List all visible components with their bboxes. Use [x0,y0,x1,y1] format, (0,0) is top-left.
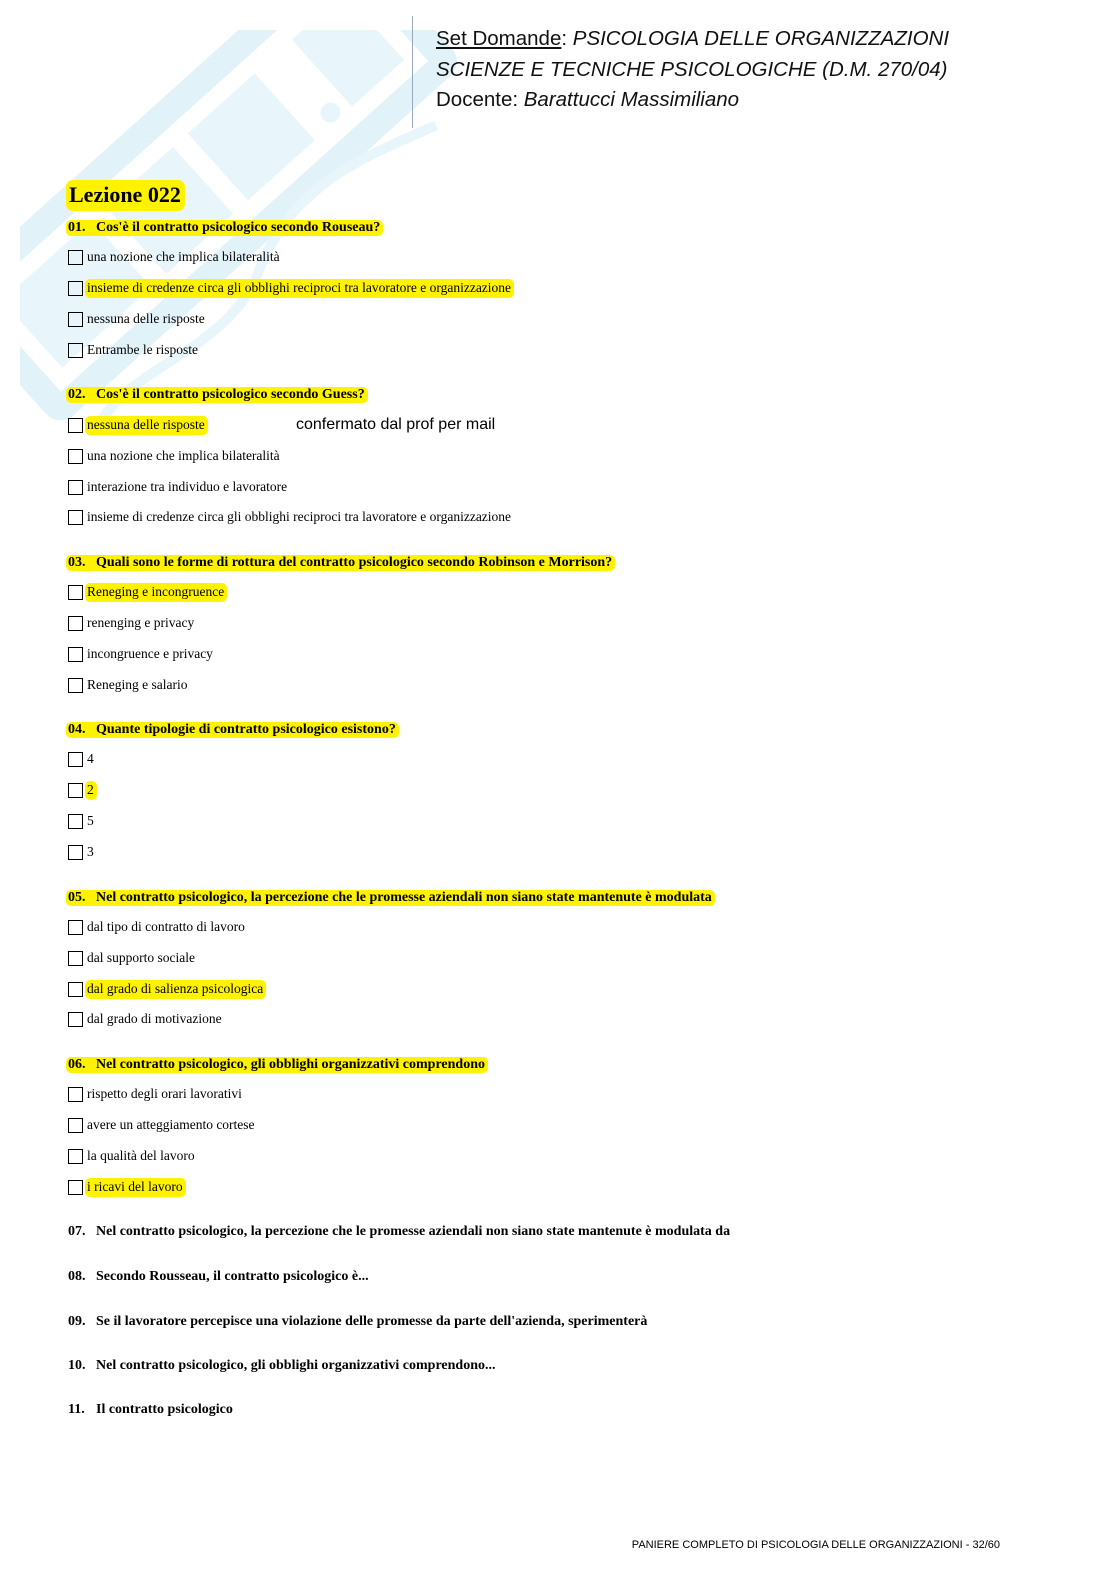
question-number: 11. [68,1402,85,1417]
option-checkbox[interactable] [68,678,83,693]
option-row [68,248,280,266]
option-row [68,676,187,694]
question-number: 04. [68,722,86,737]
option-label: 4 [87,751,94,766]
option-checkbox[interactable] [68,1149,83,1164]
option-row [68,843,94,861]
question-07 [68,1222,730,1241]
header-divider [412,16,413,128]
option-checkbox[interactable] [68,312,83,327]
question-text: Nel contratto psicologico, gli obblighi organizzativi comprendono... [96,1358,496,1373]
option-checkbox[interactable] [68,250,83,265]
lesson-title: Lezione 022 [66,180,185,211]
option-checkbox[interactable] [68,783,83,798]
question-05 [68,888,715,907]
question-number: 07. [68,1224,86,1239]
question-11 [68,1400,233,1419]
question-number: 08. [68,1269,86,1284]
option-label-highlighted: nessuna delle risposte [85,416,208,435]
question-text: Cos'è il contratto psicologico secondo Guess? [96,387,365,402]
question-number: 06. [68,1057,86,1072]
question-number: 10. [68,1358,86,1373]
question-text: Se il lavoratore percepisce una violazione delle promesse da parte dell'azienda, sperimenterà [96,1314,648,1329]
option-label-highlighted: Reneging e incongruence [85,583,227,602]
question-text: Nel contratto psicologico, gli obblighi organizzativi comprendono [96,1057,486,1072]
option-checkbox[interactable] [68,752,83,767]
question-number: 03. [68,555,86,570]
option-row [68,508,511,526]
option-label: la qualità del lavoro [87,1148,195,1163]
option-row [68,980,266,998]
option-checkbox[interactable] [68,585,83,600]
option-checkbox[interactable] [68,418,83,433]
option-checkbox[interactable] [68,480,83,495]
option-checkbox[interactable] [68,1118,83,1133]
option-label: avere un atteggiamento cortese [87,1117,255,1132]
option-label: una nozione che implica bilateralità [87,448,280,463]
option-label: una nozione che implica bilateralità [87,249,280,264]
option-checkbox[interactable] [68,343,83,358]
option-label: rispetto degli orari lavorativi [87,1086,242,1101]
question-06 [68,1055,488,1074]
option-checkbox[interactable] [68,510,83,525]
option-checkbox[interactable] [68,1087,83,1102]
option-row [68,1147,195,1165]
option-label-highlighted: i ricavi del lavoro [85,1178,186,1197]
option-row [68,341,198,359]
question-04 [68,720,399,739]
option-label: dal grado di motivazione [87,1011,222,1026]
option-checkbox[interactable] [68,920,83,935]
option-label: renenging e privacy [87,615,195,630]
header-teacher: Barattucci Massimiliano [523,88,740,111]
question-09 [68,1312,647,1331]
option-label: 5 [87,813,94,828]
option-checkbox[interactable] [68,951,83,966]
page-footer: PANIERE COMPLETO DI PSICOLOGIA DELLE ORGANIZZAZIONI - 32/60 [631,1539,1000,1551]
question-01 [68,218,383,237]
option-row [68,583,227,601]
question-10 [68,1356,496,1375]
option-checkbox[interactable] [68,647,83,662]
option-row [68,614,194,632]
option-row [68,279,514,297]
option-checkbox[interactable] [68,982,83,997]
option-row [68,812,94,830]
handwritten-note: confermato dal prof per mail [296,416,496,433]
option-label: nessuna delle risposte [87,311,205,326]
question-number: 02. [68,387,86,402]
option-row [68,310,205,328]
question-number: 01. [68,220,86,235]
header-teacher-label: Docente: [436,88,524,111]
option-row [68,918,245,936]
option-row [68,750,94,768]
option-label: dal supporto sociale [87,950,195,965]
option-label: Reneging e salario [87,677,188,692]
option-label: Entrambe le risposte [87,342,198,357]
option-label: dal tipo di contratto di lavoro [87,919,245,934]
option-label: incongruence e privacy [87,646,213,661]
option-checkbox[interactable] [68,449,83,464]
question-text: Nel contratto psicologico, la percezione che le promesse aziendali non siano state mantenute è modulata da [96,1224,731,1239]
question-03 [68,553,615,572]
option-checkbox[interactable] [68,814,83,829]
header-course: SCIENZE E TECNICHE PSICOLOGICHE (D.M. 270/04) [436,57,948,81]
header-separator: : [561,27,573,50]
question-02 [68,385,368,404]
option-row [68,645,213,663]
option-row [68,478,287,496]
option-checkbox[interactable] [68,281,83,296]
option-row [68,447,280,465]
document-header [436,24,949,116]
option-row [68,1178,186,1196]
question-text: Il contratto psicologico [96,1402,233,1417]
option-row [68,1010,222,1028]
option-label-highlighted: dal grado di salienza psicologica [85,980,266,999]
question-text: Nel contratto psicologico, la percezione che le promesse aziendali non siano state mantenute è modulata [96,890,712,905]
question-number: 05. [68,890,86,905]
option-label: 3 [87,844,94,859]
option-row [68,949,195,967]
question-text: Quante tipologie di contratto psicologico esistono? [96,722,396,737]
option-row [68,1116,255,1134]
question-text: Quali sono le forme di rottura del contratto psicologico secondo Robinson e Morrison? [96,555,613,570]
option-checkbox[interactable] [68,616,83,631]
header-set-label: Set Domande [436,27,562,50]
header-subject-line [436,24,949,55]
header-subject: PSICOLOGIA DELLE ORGANIZZAZIONI [572,27,950,50]
option-label: interazione tra individuo e lavoratore [87,479,288,494]
option-checkbox[interactable] [68,1012,83,1027]
question-number: 09. [68,1314,86,1329]
question-text: Cos'è il contratto psicologico secondo Rouseau? [96,220,381,235]
question-08 [68,1267,369,1286]
option-label-highlighted: 2 [85,781,97,800]
option-label-highlighted: insieme di credenze circa gli obblighi reciproci tra lavoratore e organizzazione [85,279,514,298]
option-checkbox[interactable] [68,845,83,860]
header-teacher-line [436,85,949,116]
option-row [68,416,208,434]
option-row [68,781,97,799]
option-checkbox[interactable] [68,1180,83,1195]
option-row [68,1085,242,1103]
question-text: Secondo Rousseau, il contratto psicologico è... [96,1269,369,1284]
option-label: insieme di credenze circa gli obblighi reciproci tra lavoratore e organizzazione [87,509,512,524]
